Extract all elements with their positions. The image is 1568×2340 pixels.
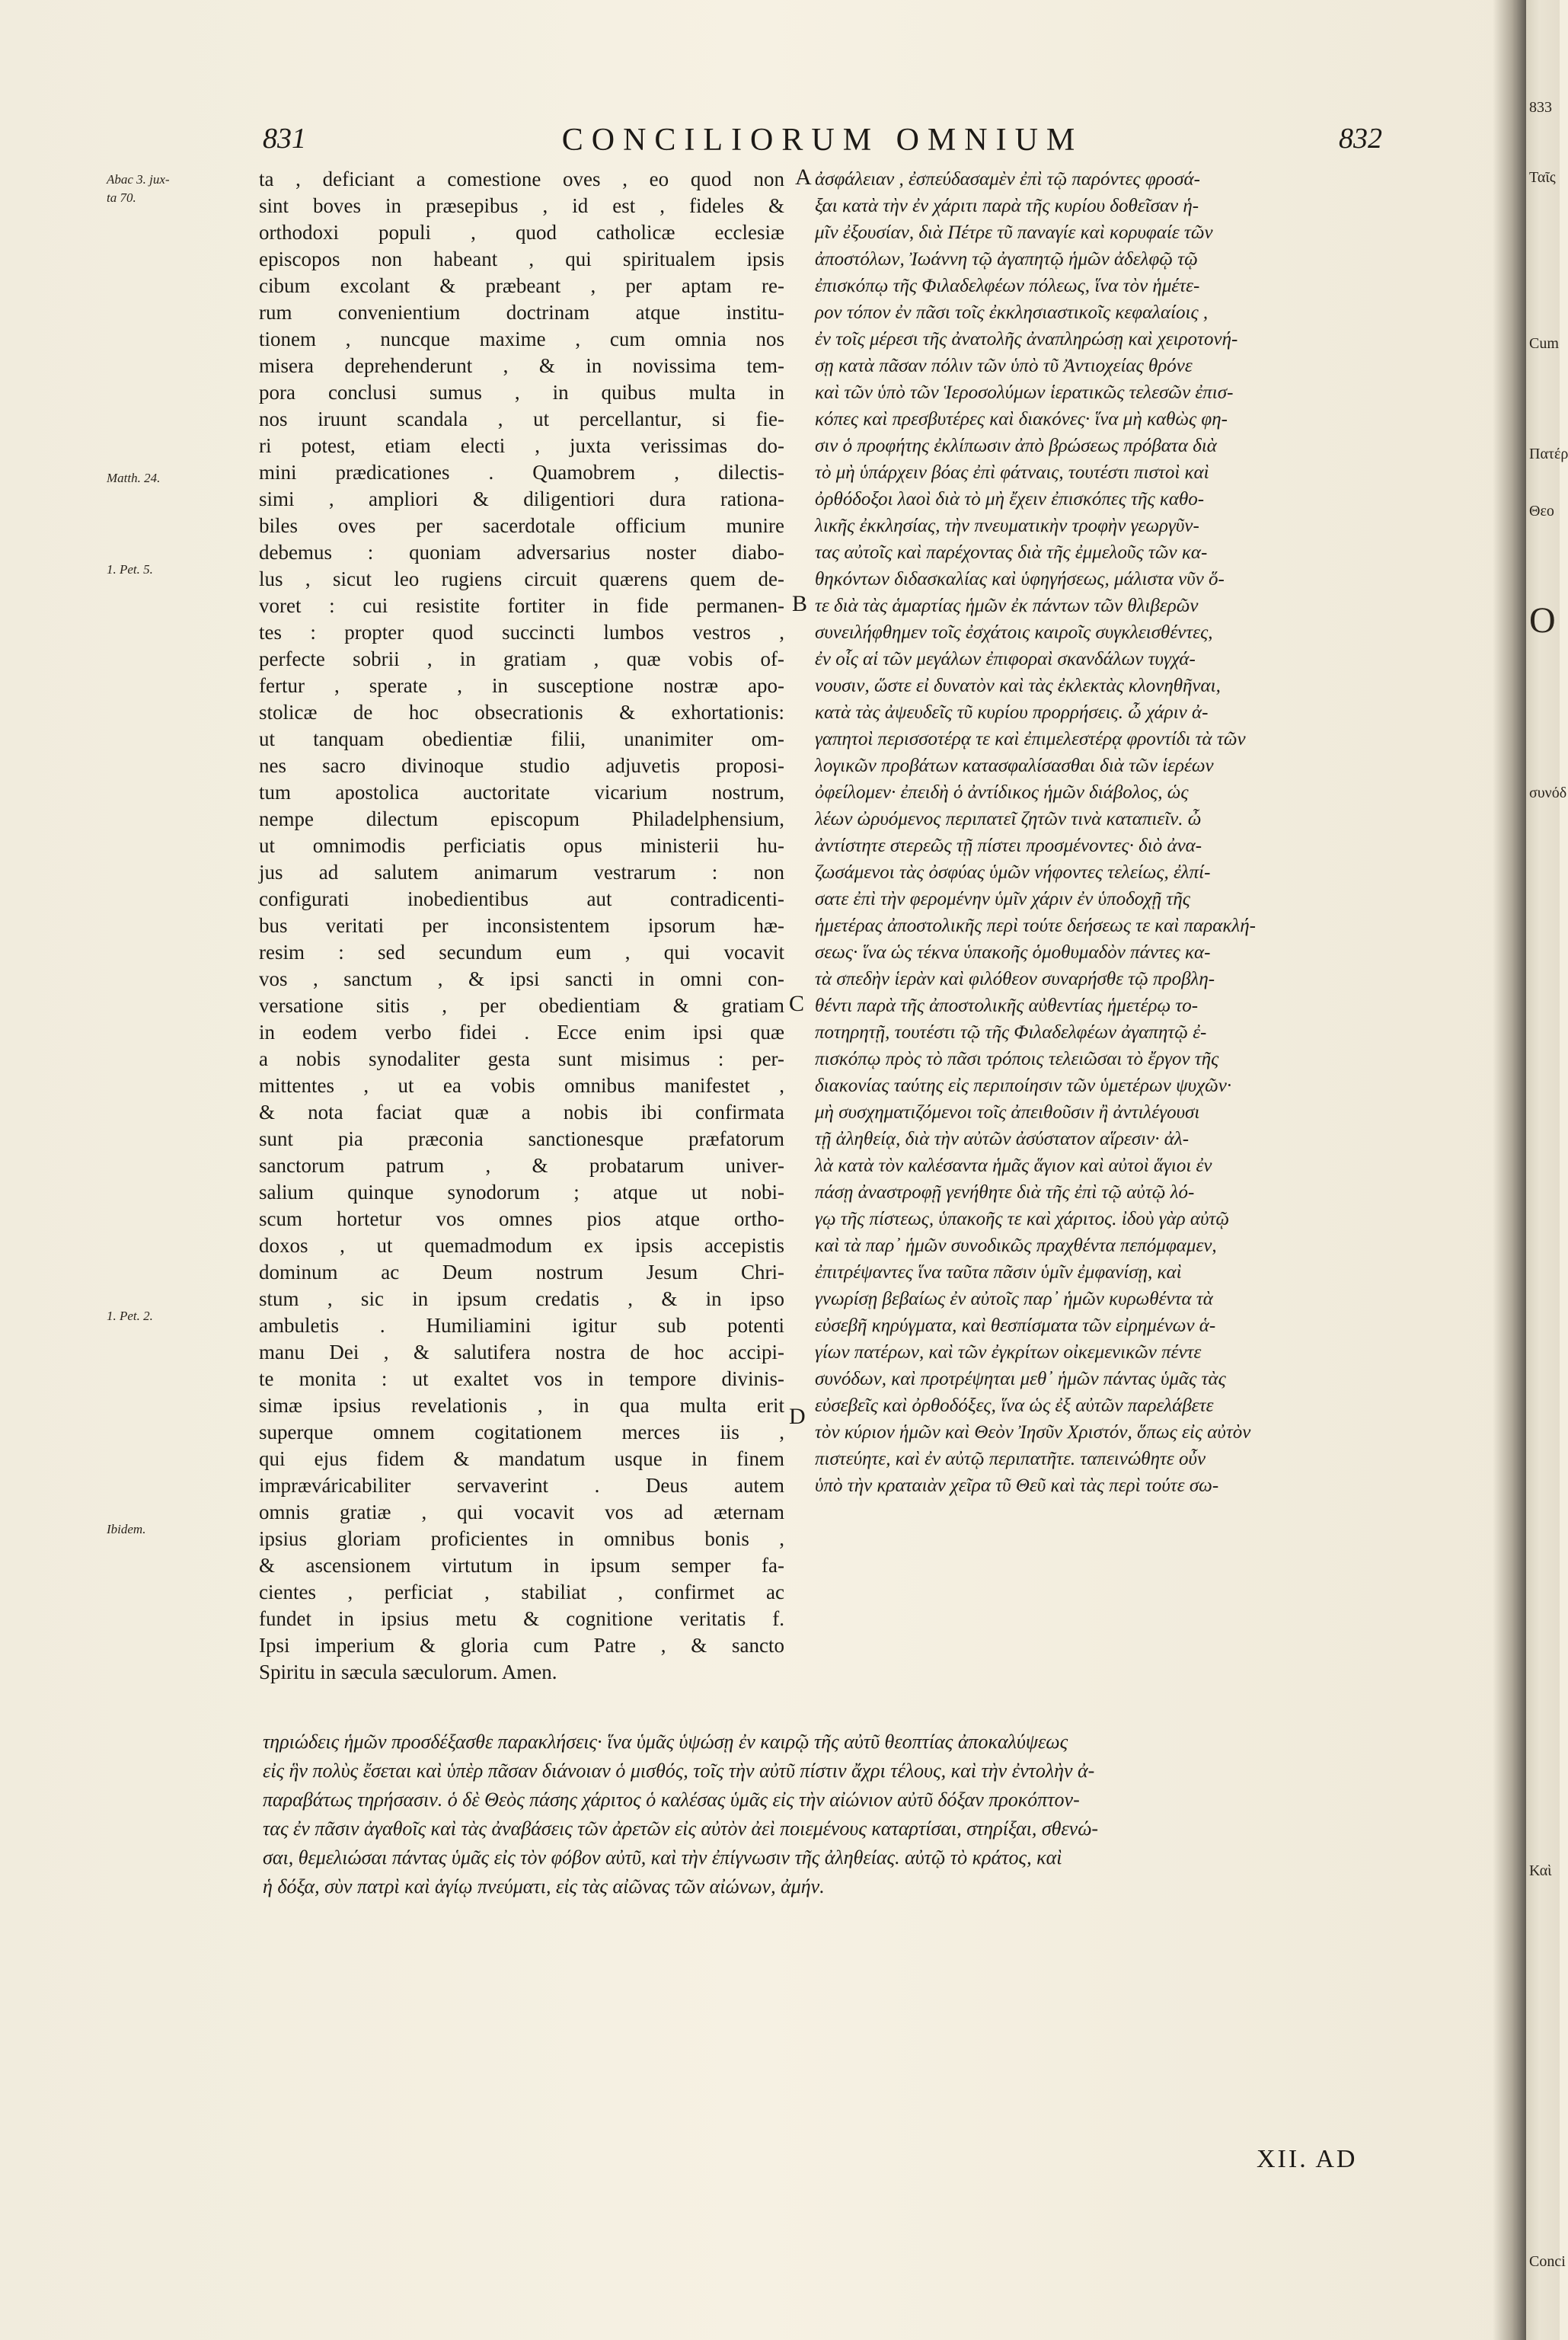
greek-text-line: ὀφείλομεν· ἐπειδὴ ὁ ἀντίδικος ἡμῶν διάβολος, ὡς [815,782,1189,803]
latin-text-line: lus , sicut leo rugiens circuit quærens quem de- [259,567,784,590]
latin-text-line: a nobis synodaliter gesta sunt misimus : per- [259,1047,784,1070]
greek-text-line: τε διὰ τὰς ἁμαρτίας ἡμῶν ἐκ πάντων τῶν θλιβερῶν [815,596,1199,616]
greek-full-text-line: τας ἐν πᾶσιν ἀγαθοῖς καὶ τὰς ἀναβάσεις τῶν ἀρετῶν εἰς αὐτὸν ἀεὶ ποιεμένους καταρτίσαι, στηρίξαι, σθενώ- [263,1817,1099,1840]
greek-text-line: τας αὐτοῖς καὶ παρέχοντας διὰ τῆς ἐμμελοῦς τῶν κα- [815,542,1208,563]
margin-note: 1. Pet. 2. [107,1309,153,1323]
latin-text-line: scum hortetur vos omnes pios atque ortho- [259,1207,784,1230]
page-number-right: 832 [1339,123,1382,155]
latin-text-line: debemus : quoniam adversarius noster diabo- [259,541,784,564]
latin-text-line: manu Dei , & salutifera nostra de hoc accipi- [259,1341,784,1363]
greek-text-line: σῃ κατὰ πᾶσαν πόλιν τῶν ὑπὸ τῦ Ἀντιοχείας θρόνε [815,356,1193,376]
greek-text-line: ἀντίστητε στερεῶς τῇ πίστει προσμένοντες· διὸ ἀνα- [815,836,1202,856]
greek-full-text-line: εἰς ἣν πολὺς ἔσεται καὶ ὑπὲρ πᾶσαν διάνοιαν ὁ μισθός, τοῖς τὴν αὐτῦ πίστιν ἄχρι τέλους, καὶ τὴν ἐντολὴν ἀ- [263,1760,1095,1782]
latin-text-line: mini prædicationes . Quamobrem , dilectis- [259,461,784,484]
greek-text-line: ἀποστόλων, Ἰωάννη τῷ ἀγαπητῷ ἡμῶν ἀδελφῷ τῷ [815,249,1198,270]
latin-text-line: biles oves per sacerdotale officium munire [259,514,784,537]
latin-text-line: sanctorum patrum , & probatarum univer- [259,1154,784,1177]
greek-text-line: διακονίας ταύτης εἰς περιποίησιν τῶν ὑμετέρων ψυχῶν· [815,1076,1232,1096]
latin-column [259,166,784,1686]
latin-text-line: simi , ampliori & diligentiori dura rationa- [259,488,784,510]
greek-text-line: ρον τόπον ἐν πᾶσι τοῖς ἐκκλησιαστικοῖς κεφαλαίοις , [815,302,1209,323]
edge-fragment: Cum [1529,335,1559,352]
greek-text-line: ὀρθόδοξοι λαοὶ διὰ τὸ μὴ ἔχειν ἐπισκόπες τῆς καθο- [815,489,1205,510]
greek-full-text-line: τηριώδεις ἡμῶν προσδέξασθε παρακλήσεις· ἵνα ὑμᾶς ὑψώσῃ ἐν καιρῷ τῆς αὐτῦ θεοπτίας ἀποκαλύψεως [263,1731,1068,1753]
greek-text-line: ποτηρητῇ, τουτέστι τῷ τῆς Φιλαδελφέων ἀγαπητῷ ἐ- [815,1022,1207,1043]
latin-text-line: bus veritati per inconsistentem ipsorum hæ- [259,914,784,937]
binding-gutter [1493,0,1528,2340]
latin-text-line: mittentes , ut ea vobis omnibus manifestet , [259,1074,784,1097]
greek-text-line: γῳ τῆς πίστεως, ὑπακοῆς τε καὶ χάριτος. ἰδοὺ γὰρ αὐτῷ [815,1209,1230,1229]
greek-text-line: κατὰ τὰς ἀψευδεῖς τῦ κυρίου προρρήσεις. ὦ χάριν ἀ- [815,702,1209,723]
greek-text-line: ζωσάμενοι τὰς ὀσφύας ὑμῶν νήφοντες τελείως, ἐλπί- [815,862,1211,883]
latin-text-line: ri potest, etiam electi , juxta verissimas do- [259,434,784,457]
latin-text-line: superque omnem cogitationem merces iis , [259,1421,784,1443]
page-number-left: 831 [263,123,306,155]
latin-text-line: omnis gratiæ , qui vocavit vos ad æternam [259,1501,784,1523]
latin-text-line: stum , sic in ipsum credatis , & in ipso [259,1287,784,1310]
greek-text-line: ἐπιτρέψαντες ἵνα ταῦτα πᾶσιν ὑμῖν ἐμφανίσῃ, καὶ [815,1262,1182,1283]
latin-text-line: & ascensionem virtutum in ipsum semper fa- [259,1554,784,1577]
greek-text-line: καὶ τὰ παρ᾽ ἡμῶν συνοδικῶς πραχθέντα πεπόμφαμεν, [815,1236,1217,1256]
greek-text-line: πιστεύητε, καὶ ἐν αὐτῷ περιπατῆτε. ταπεινώθητε οὖν [815,1449,1206,1469]
page-header [263,122,1382,168]
greek-text-line: ὑπὸ τὴν κραταιὰν χεῖρα τῦ Θεῦ καὶ τὰς περὶ τούτε σω- [815,1475,1219,1496]
greek-text-line: λέων ὠρυόμενος περιπατεῖ ζητῶν τινὰ καταπιεῖν. ὦ [815,809,1202,830]
greek-text-line: ξαι κατὰ τὴν ἐν χάριτι παρὰ τῆς κυρίου δοθεῖσαν ἡ- [815,196,1199,216]
greek-text-line: ἐν τοῖς μέρεσι τῆς ἀνατολῆς ἀναπληρώσῃ καὶ χειροτονή- [815,329,1238,350]
latin-text-line: ambuletis . Humiliamini igitur sub potenti [259,1314,784,1337]
margin-note: Ibidem. [107,1522,146,1536]
latin-text-line: sunt pia præconia sanctionesque præfatorum [259,1127,784,1150]
greek-text-line: γνωρίσῃ βεβαίως ἐν αὐτοῖς παρ᾽ ἡμῶν κυρωθέντα τὰ [815,1289,1213,1309]
edge-fragment: Θεο [1529,503,1554,519]
section-letter-d: D [789,1404,806,1429]
latin-text-line: fundet in ipsius metu & cognitione veritatis f. [259,1607,784,1630]
latin-text-line: simæ ipsius revelationis , in qua multa erit [259,1394,784,1417]
greek-text-line: σατε ἐπὶ τὴν φερομένην ὑμῖν χάριν ἐν ὑποδοχῇ τῆς [815,889,1190,909]
greek-text-line: συνόδων, καὶ προτρέψηται μεθ᾽ ἡμῶν πάντας ὑμᾶς τὰς [815,1369,1226,1389]
section-letter-c: C [789,991,805,1016]
greek-text-line: μῖν ἐξουσίαν, διὰ Πέτρε τῦ παναγίε καὶ κορυφαίε τῶν [815,222,1213,243]
latin-text-line: cientes , perficiat , stabiliat , confirmet ac [259,1581,784,1603]
latin-text-line: tionem , nuncque maxime , cum omnia nos [259,328,784,350]
greek-text-line: ἡμετέρας ἀποστολικῆς περὶ τούτε δεήσεως τε καὶ παρακλή- [815,916,1256,936]
latin-text-line: configurati inobedientibus aut contradicenti- [259,887,784,910]
greek-text-line: σιν ὁ προφήτης ἐκλίπωσιν ἀπὸ βρώσεως πρόβατα διὰ [815,436,1217,456]
latin-text-line: ut omnimodis perficiatis opus ministerii hu- [259,834,784,857]
greek-text-line: θέντι παρὰ τῆς ἀποστολικῆς αὐθεντίας ἡμετέρῳ το- [815,996,1199,1016]
margin-note: Abac 3. jux- [107,172,170,187]
greek-full-text-line: σαι, θεμελιώσαι πάντας ὑμᾶς εἰς τὸν φόβον αὐτῦ, καὶ τὴν ἐπίγνωσιν τῆς ἀληθείας. αὐτῷ τὸ κράτος, καὶ [263,1846,1062,1868]
edge-fragment: Conci [1529,2253,1566,2270]
edge-fragment: συνόδ [1529,785,1567,801]
latin-text-line: ta , deficiant a comestione oves , eo quod non [259,168,784,190]
latin-text-line: rum convenientium doctrinam atque institu- [259,301,784,324]
latin-text-line: tum apostolica auctoritate vicarium nostrum, [259,781,784,804]
latin-text-line: Spiritu in sæcula sæculorum. Amen. [259,1661,557,1683]
latin-text-line: stolicæ de hoc obsecrationis & exhortationis: [259,701,784,724]
latin-text-line: misera deprehenderunt , & in novissima tem- [259,354,784,377]
greek-text-line: λογικῶν προβάτων κατασφαλίσασθαι διὰ τῶν ἱερέων [815,756,1214,776]
latin-text-line: dominum ac Deum nostrum Jesum Chri- [259,1261,784,1283]
edge-fragment: 833 [1529,99,1552,116]
greek-text-line: εὐσεβῆ κηρύγματα, καὶ θεσπίσματα τῶν εἰρημένων ἁ- [815,1315,1216,1336]
greek-text-line: πισκόπῳ πρὸς τὸ πᾶσι τρόποις τελειῶσαι τὸ ἔργον τῆς [815,1049,1219,1069]
latin-text-line: sint boves in præsepibus , id est , fideles & [259,194,784,217]
greek-text-line: ἀσφάλειαν , ἐσπεύδασαμὲν ἐπὶ τῷ παρόντες φροσά- [815,169,1200,190]
margin-note: Matth. 24. [107,471,161,485]
greek-text-line: θηκόντων διδασκαλίας καὶ ὑφηγήσεως, μάλιστα νῦν ὅ- [815,569,1225,590]
section-letter-b: B [792,591,808,616]
greek-text-line: γαπητοὶ περισσοτέρᾳ τε καὶ ἐπιμελεστέρᾳ φροντίδι τὰ τῶν [815,729,1246,750]
section-letter-a: A [795,165,812,190]
greek-full-text-line: παραβάτως τηρήσασιν. ὁ δὲ Θεὸς πάσης χάριτος ὁ καλέσας ὑμᾶς εἰς τὴν αἰώνιον αὐτῦ δόξαν προκόπτον- [263,1789,1080,1811]
latin-text-line: in eodem verbo fidei . Ecce enim ipsi quæ [259,1021,784,1044]
greek-text-line: τὰ σπεδὴν ἱερὰν καὶ φιλόθεον συναρήσθε τῷ προβλη- [815,969,1215,989]
greek-text-line: τῇ ἀληθείᾳ, διὰ τὴν αὐτῶν ἀσύστατον αἵρεσιν· ἀλ- [815,1129,1190,1149]
latin-text-line: nempe dilectum episcopum Philadelphensium, [259,807,784,830]
latin-text-line: voret : cui resistite fortiter in fide permanen- [259,594,784,617]
latin-text-line: perfecte sobrii , in gratiam , quæ vobis of- [259,647,784,670]
greek-text-line: λικῆς ἐκκλησίας, τὴν πνευματικὴν τροφὴν γεωργῦν- [815,516,1199,536]
edge-fragment: Καὶ [1529,1862,1552,1879]
latin-text-line: episcopos non habeant , qui spiritualem ipsis [259,248,784,270]
latin-text-line: nes sacro divinoque studio adjuvetis proposi- [259,754,784,777]
greek-text-line: ἐπισκόπῳ τῆς Φιλαδελφέων πόλεως, ἵνα τὸν ἡμέτε- [815,276,1200,296]
greek-text-line: γίων πατέρων, καὶ τῶν ἐγκρίτων οἰκεμενικῶν πέντε [815,1342,1202,1363]
greek-text-line: μὴ συσχηματιζόμενοι τοῖς ἀπειθοῦσιν ἢ ἀντιλέγουσι [815,1102,1200,1123]
edge-fragment: Πατέρ [1529,446,1568,462]
latin-text-line: orthodoxi populi , quod catholicæ ecclesiæ [259,221,784,244]
greek-text-line: λὰ κατὰ τὸν καλέσαντα ἡμᾶς ἅγιον καὶ αὐτοὶ ἅγιοι ἐν [815,1156,1212,1176]
latin-text-line: cibum excolant & præbeant , per aptam re- [259,274,784,297]
latin-text-line: & nota faciat quæ a nobis ibi confirmata [259,1101,784,1124]
facing-page-edge [1526,0,1568,2340]
latin-text-line: ipsius gloriam proficientes in omnibus bonis , [259,1527,784,1550]
latin-text-line: Ipsi imperium & gloria cum Patre , & sancto [259,1634,784,1657]
greek-text-line: κόπες καὶ πρεσβυτέρες καὶ διακόνες· ἵνα μὴ καθὼς φη- [815,409,1228,430]
latin-text-line: nos iruunt scandala , ut percellantur, si fie- [259,408,784,430]
greek-text-line: συνειλήφθημεν τοῖς ἐσχάτοις καιροῖς συγκλεισθέντες, [815,622,1213,643]
greek-text-line: πάσῃ ἀναστροφῇ γενήθητε διὰ τῆς ἐπὶ τῷ αὐτῷ λό- [815,1182,1195,1203]
greek-text-line: ἐν οἷς αἱ τῶν μεγάλων ἐπιφοραὶ σκανδάλων τυγχά- [815,649,1196,670]
latin-text-line: pora conclusi sumus , in quibus multa in [259,381,784,404]
greek-text-line: τὸ μὴ ὑπάρχειν βόας ἐπὶ φάτναις, τουτέστι πιστοὶ καὶ [815,462,1209,483]
greek-text-line: καὶ τῶν ὑπὸ τῶν Ἱεροσολύμων ἱερατικῶς τελεσῶν ἐπισ- [815,382,1234,403]
latin-text-line: ut tanquam obedientiæ filii, unanimiter om- [259,727,784,750]
latin-text-line: tes : propter quod succincti lumbos vestros , [259,621,784,644]
latin-text-line: vos , sanctum , & ipsi sancti in omni con- [259,967,784,990]
greek-text-line: σεως· ἵνα ὡς τέκνα ὑπακοῆς ὁμοθυμαδὸν πάντες κα- [815,942,1211,963]
greek-text-line: εὐσεβεῖς καὶ ὀρθοδόξες, ἵνα ὡς ἐξ αὐτῶν παρελάβετε [815,1395,1214,1416]
catchword: XII. AD [1257,2145,1358,2173]
greek-column [815,166,1394,1499]
latin-text-line: qui ejus fidem & mandatum usque in finem [259,1447,784,1470]
latin-text-line: versatione sitis , per obedientiam & gratiam [259,994,784,1017]
latin-text-line: doxos , ut quemadmodum ex ipsis accepistis [259,1234,784,1257]
latin-text-line: te monita : ut exaltet vos in tempore divinis- [259,1367,784,1390]
latin-text-line: resim : sed secundum eum , qui vocavit [259,941,784,964]
greek-text-line: τὸν κύριον ἡμῶν καὶ Θεὸν Ἰησῦν Χριστόν, ὅπως εἰς αὐτὸν [815,1422,1251,1443]
latin-text-line: fertur , sperate , in susceptione nostræ apo- [259,674,784,697]
greek-full-text-line: ἡ δόξα, σὺν πατρὶ καὶ ἁγίῳ πνεύματι, εἰς τὰς αἰῶνας τῶν αἰώνων, ἀμήν. [263,1875,825,1897]
edge-fragment: Ταῖς [1529,169,1556,186]
running-title: CONCILIORUM OMNIUM [561,123,1084,158]
latin-text-line: jus ad salutem animarum vestrarum : non [259,861,784,884]
edge-fragment: Ο [1529,600,1556,641]
margin-note: 1. Pet. 5. [107,562,153,577]
margin-note: ta 70. [107,190,136,205]
greek-full-width-text [263,1728,1397,1901]
latin-text-line: impræváricabiliter servaverint . Deus autem [259,1474,784,1497]
greek-text-line: νουσιν, ὥστε εἰ δυνατὸν καὶ τὰς ἐκλεκτὰς κλονηθῆναι, [815,676,1221,696]
latin-text-line: salium quinque synodorum ; atque ut nobi- [259,1181,784,1204]
